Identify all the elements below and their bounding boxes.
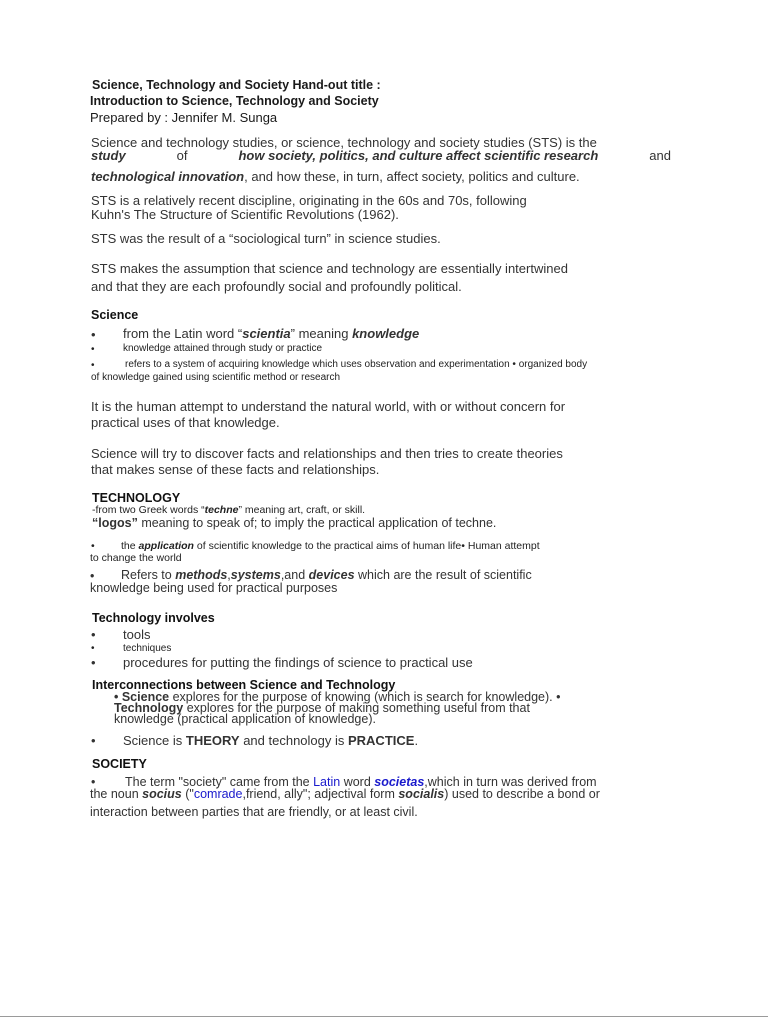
technology-bullet-1-line-1	[121, 540, 540, 552]
term-socius: socius	[142, 787, 182, 801]
link-comrade[interactable]: comrade	[193, 787, 243, 801]
society-l2-text-a: the noun	[90, 787, 143, 801]
interconnections-heading: Interconnections between Science and Technology	[92, 678, 396, 692]
society-heading: SOCIETY	[92, 757, 147, 771]
technology-heading: TECHNOLOGY	[92, 491, 181, 505]
bullet-icon: •	[91, 360, 95, 371]
term-practice: PRACTICE	[347, 733, 415, 748]
prepared-by: Prepared by : Jennifer M. Sunga	[90, 110, 278, 125]
doc-title-line-1: Science, Technology and Society Hand-out title :	[92, 78, 381, 92]
term-logos: “logos”	[92, 516, 138, 530]
science-bullet-3-line-2: of knowledge gained using scientific method or research	[91, 372, 341, 383]
word-and: and	[649, 148, 671, 163]
science-bullet-1	[123, 326, 419, 341]
intro-p1-line-2	[91, 148, 671, 163]
intro-p4-line-1: STS makes the assumption that science and technology are essentially intertwined	[91, 261, 568, 276]
term-scientia: scientia	[242, 326, 291, 341]
science-b1-text-a: from the Latin word “	[123, 326, 243, 341]
society-l2-text-g: ) used to describe a bond or	[444, 787, 600, 801]
society-l1-text-c: word	[340, 775, 375, 789]
science-bullet-2: knowledge attained through study or practice	[123, 343, 323, 354]
term-technology: Technology	[114, 701, 184, 715]
term-methods: methods	[175, 568, 228, 582]
intro-p1-line-1: Science and technology studies, or science, technology and society studies (STS) is the	[91, 135, 597, 150]
science-p1-line-2: practical uses of that knowledge.	[91, 415, 280, 430]
link-latin[interactable]: Latin	[313, 775, 341, 789]
term-knowledge: knowledge	[352, 326, 420, 341]
term-science: • Science	[114, 690, 170, 704]
term-society-politics-culture: how society, politics, and culture affect scientific research	[238, 148, 599, 163]
bullet-icon: •	[91, 627, 96, 642]
word-of: of	[176, 148, 188, 163]
science-b1-text-c: ” meaning	[290, 326, 349, 341]
tech-l1-text-c: ” meaning art, craft, or skill.	[238, 504, 366, 516]
term-techne: techne	[204, 504, 239, 516]
tech-b2-and: ,and	[280, 568, 306, 582]
bullet-icon: •	[91, 655, 96, 670]
society-l1-text-a: The term "society" came from the	[125, 775, 314, 789]
bullet-icon: •	[91, 643, 95, 654]
intro-p4-line-2: and that they are each profoundly social and profoundly political.	[91, 279, 462, 294]
intro-p1-line-3-rest: , and how these, in turn, affect society, politics and culture.	[244, 169, 580, 184]
term-application: application	[138, 540, 194, 552]
involves-item-procedures: procedures for putting the findings of science to practical use	[123, 655, 473, 670]
term-study: study	[91, 148, 126, 163]
theory-text-a: Science is	[123, 733, 186, 748]
interconnections-l1-text: explores for the purpose of knowing (which is search for knowledge). •	[169, 690, 561, 704]
term-socialis: socialis	[398, 787, 445, 801]
bullet-icon: •	[91, 775, 96, 789]
society-line-2	[90, 787, 600, 801]
bullet-icon: •	[91, 327, 96, 342]
intro-p3: STS was the result of a “sociological turn” in science studies.	[91, 231, 441, 246]
technology-line-2	[92, 516, 496, 530]
term-theory: THEORY	[185, 733, 240, 748]
term-systems: systems	[230, 568, 281, 582]
tech-l1-text-a: -from two Greek words “	[92, 504, 205, 516]
tech-b2-text-a: Refers to	[121, 568, 172, 582]
bullet-icon: •	[90, 569, 95, 583]
interconnections-line-3: knowledge (practical application of knowledge).	[114, 712, 376, 726]
bullet-icon: •	[91, 540, 95, 552]
term-technological-innovation: technological innovation	[91, 169, 245, 184]
tech-b1-text-a: the	[121, 540, 136, 552]
tech-b1-text-c: of scientific knowledge to the practical aims of human life• Human attempt	[196, 540, 540, 552]
tech-b2-comma: ,	[227, 568, 231, 582]
tech-l2-text-b: meaning to speak of; to imply the practical application of techne.	[137, 516, 497, 530]
technology-line-1	[92, 504, 365, 516]
science-p1-line-1: It is the human attempt to understand the natural world, with or without concern for	[91, 399, 566, 414]
involves-item-tools: tools	[123, 627, 151, 642]
science-heading: Science	[91, 308, 139, 322]
society-l1-text-e: ,which in turn was derived from	[424, 775, 597, 789]
technology-involves-heading: Technology involves	[92, 611, 215, 625]
interconnections-l2-text: explores for the purpose of making something useful from that	[183, 701, 530, 715]
intro-p2-line-2: Kuhn's The Structure of Scientific Revolutions (1962).	[91, 207, 399, 222]
bullet-icon: •	[91, 733, 96, 748]
technology-bullet-1-line-2: to change the world	[90, 552, 182, 564]
term-societas: societas	[374, 775, 425, 789]
page-bottom-divider	[0, 1016, 768, 1017]
technology-bullet-2-line-1	[121, 568, 532, 582]
technology-bullet-2-line-2: knowledge being used for practical purposes	[90, 581, 338, 595]
doc-title-line-2: Introduction to Science, Technology and Society	[90, 94, 379, 108]
bullet-icon: •	[91, 344, 95, 355]
society-line-3: interaction between parties that are friendly, or at least civil.	[90, 805, 418, 819]
theory-practice-bullet	[123, 733, 418, 748]
science-p2-line-2: that makes sense of these facts and relationships.	[91, 462, 380, 477]
tech-b2-text-g: which are the result of scientific	[358, 568, 532, 582]
theory-period: .	[414, 733, 419, 748]
science-p2-line-1: Science will try to discover facts and relationships and then tries to create theories	[91, 446, 563, 461]
theory-text-c: and technology is	[239, 733, 348, 748]
society-l2-text-e: ,friend, ally"; adjectival form	[242, 787, 399, 801]
intro-p1-line-3	[91, 169, 580, 184]
science-bullet-3-line-1: refers to a system of acquiring knowledge which uses observation and experimentation • organized body	[125, 359, 588, 370]
society-l2-text-c: ("	[181, 787, 194, 801]
involves-item-techniques: techniques	[123, 643, 172, 654]
intro-p2-line-1: STS is a relatively recent discipline, originating in the 60s and 70s, following	[91, 193, 527, 208]
term-devices: devices	[308, 568, 355, 582]
